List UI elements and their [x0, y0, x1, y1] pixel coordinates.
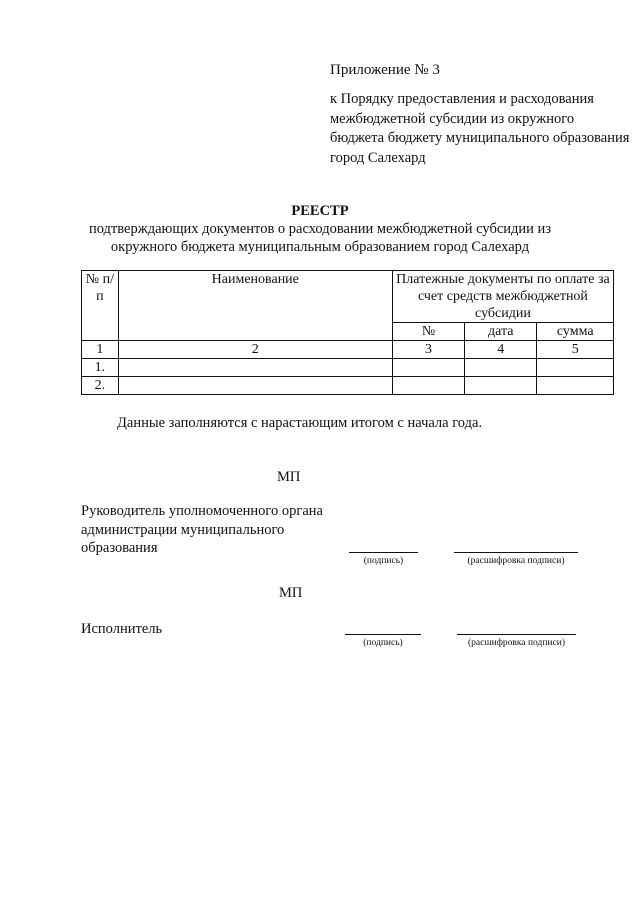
subheader-sum: сумма — [537, 323, 614, 341]
head-role-label: Руководитель уполномоченного органа администрации муниципального образования — [81, 503, 323, 556]
table-row — [82, 377, 614, 395]
index-cell: 3 — [392, 341, 464, 359]
fill-note: Данные заполняются с нарастающим итогом с начала года. — [117, 415, 483, 431]
index-cell: 4 — [465, 341, 537, 359]
row-date — [465, 377, 537, 395]
register-subtitle: подтверждающих документов о расходовании межбюджетной субсидии из окружного бюджета муниципальным образованием город Салехард — [88, 221, 552, 255]
executor-decode-caption: (расшифровка подписи) — [468, 638, 565, 648]
column-index-row — [82, 341, 614, 359]
head-signature-line — [349, 552, 418, 553]
table-row — [82, 359, 614, 377]
appendix-text: к Порядку предоставления и расходования межбюджетной субсидии из окружного бюджета бюджету муниципального образования город Салехард — [330, 91, 630, 166]
col-header-payment: Платежные документы по оплате за счет средств межбюджетной субсидии — [392, 271, 613, 323]
row-doc-no — [392, 359, 464, 377]
col-header-no: № п/п — [82, 271, 119, 341]
stamp-place-1: МП — [277, 469, 301, 485]
head-signature-caption: (подпись) — [363, 556, 404, 566]
row-name — [118, 377, 392, 395]
executor-decode-line — [457, 634, 576, 635]
row-sum — [537, 377, 614, 395]
index-cell: 5 — [537, 341, 614, 359]
head-decode-line — [454, 552, 578, 553]
executor-signature-line — [345, 634, 421, 635]
appendix-number: Приложение № 3 — [330, 62, 440, 78]
row-doc-no — [392, 377, 464, 395]
index-cell: 2 — [118, 341, 392, 359]
executor-signature-caption: (подпись) — [363, 638, 403, 648]
subheader-date: дата — [465, 323, 537, 341]
register-table — [81, 270, 614, 395]
col-header-name: Наименование — [118, 271, 392, 341]
executor-label: Исполнитель — [81, 621, 163, 637]
row-sum — [537, 359, 614, 377]
stamp-place-2: МП — [279, 585, 303, 601]
row-date — [465, 359, 537, 377]
register-title: РЕЕСТР — [291, 203, 349, 219]
row-number: 1. — [82, 359, 119, 377]
row-number: 2. — [82, 377, 119, 395]
subheader-no: № — [392, 323, 464, 341]
row-name — [118, 359, 392, 377]
head-decode-caption: (расшифровка подписи) — [467, 556, 565, 566]
index-cell: 1 — [82, 341, 119, 359]
